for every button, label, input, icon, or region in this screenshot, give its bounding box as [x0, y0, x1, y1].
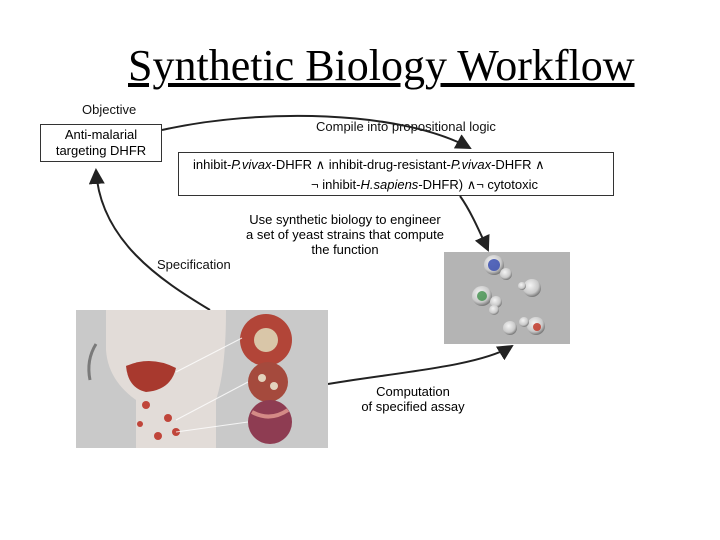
engineer-line-2: a set of yeast strains that compute [246, 227, 444, 242]
logic-term: inhibit- [193, 157, 232, 172]
engineer-line-3: the function [311, 242, 379, 257]
compile-label: Compile into propositional logic [316, 119, 496, 134]
logic-term: -DHFR [491, 157, 532, 172]
logic-and: ∧ [535, 157, 545, 172]
logic-organism: P.vivax [450, 157, 492, 172]
computation-line-2: of specified assay [361, 399, 465, 414]
logic-and: ∧ [466, 177, 477, 192]
objective-line-1: Anti-malarial [64, 127, 138, 142]
page-title: Synthetic Biology Workflow [128, 41, 635, 90]
specification-arrow [96, 170, 210, 310]
logic-organism: P.vivax [231, 157, 272, 172]
engineer-line-1: Use synthetic biology to engineer [249, 212, 441, 227]
logic-term: ¬ inhibit- [311, 177, 361, 192]
specification-label: Specification [157, 257, 231, 272]
logic-term: inhibit-drug-resistant- [328, 157, 451, 172]
yeast-cells-image [444, 252, 570, 344]
computation-arrow [328, 346, 512, 384]
logic-organism: H.sapiens [360, 177, 419, 192]
objective-label: Objective [82, 102, 137, 117]
computation-line-1: Computation [376, 384, 450, 399]
logic-term: -DHFR) [418, 177, 464, 192]
logic-term: ¬ cytotoxic [476, 177, 538, 192]
logic-term: -DHFR [271, 157, 312, 172]
logic-and: ∧ [315, 157, 326, 172]
objective-line-2: targeting DHFR [55, 143, 147, 158]
engineer-arrow [460, 196, 488, 250]
compile-arrow [162, 116, 470, 148]
malaria-lifecycle-image [76, 310, 328, 448]
